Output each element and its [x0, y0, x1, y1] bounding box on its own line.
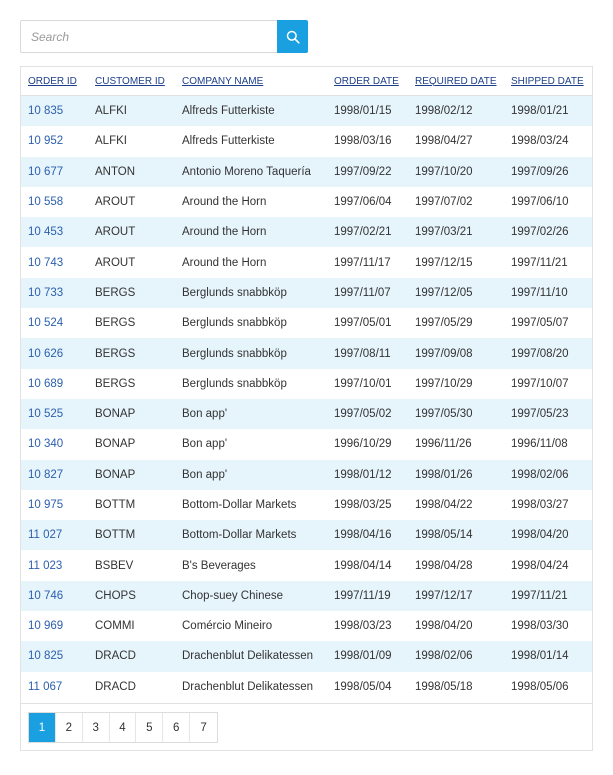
required-date-cell: 1998/04/20	[415, 620, 473, 633]
table-row[interactable]	[21, 520, 592, 550]
order-date-cell: 1996/10/29	[334, 438, 392, 451]
order-id-cell: 11 067	[28, 680, 63, 693]
order-id-cell: 10 825	[28, 650, 64, 663]
order-date-cell: 1998/01/09	[334, 650, 392, 663]
shipped-date-cell: 1997/09/26	[511, 165, 569, 178]
shipped-date-cell: 1997/05/07	[511, 317, 569, 330]
customer-id-cell: ALFKI	[95, 135, 127, 148]
column-header-customer-id[interactable]: CUSTOMER ID	[95, 75, 165, 87]
table-row[interactable]	[21, 217, 592, 247]
order-date-cell: 1997/08/11	[334, 347, 391, 360]
grid-body	[21, 96, 592, 702]
order-id-cell: 10 626	[28, 347, 64, 360]
company-name-cell: Comércio Mineiro	[182, 620, 273, 633]
customer-id-cell: ANTON	[95, 165, 136, 178]
company-name-cell: B's Beverages	[182, 559, 256, 572]
required-date-cell: 1997/10/20	[415, 165, 473, 178]
company-name-cell: Bon app'	[182, 468, 228, 481]
required-date-cell: 1997/10/29	[415, 377, 473, 390]
shipped-date-cell: 1997/08/20	[511, 347, 569, 360]
order-date-cell: 1998/05/04	[334, 680, 392, 693]
customer-id-cell: BOTTM	[95, 499, 136, 511]
shipped-date-cell: 1998/03/27	[511, 499, 569, 511]
required-date-cell: 1998/02/06	[415, 650, 473, 663]
customer-id-cell: CHOPS	[95, 589, 136, 602]
company-name-cell: Drachenblut Delikatessen	[182, 680, 314, 693]
orders-grid	[20, 66, 593, 751]
column-header-order-id[interactable]: ORDER ID	[28, 75, 77, 87]
order-id-cell: 10 835	[28, 105, 64, 118]
company-name-cell: Berglunds snabbköp	[182, 377, 287, 390]
table-row[interactable]	[21, 278, 592, 308]
page-button-5[interactable]: 5	[136, 713, 163, 742]
order-date-cell: 1998/04/14	[334, 559, 392, 572]
order-id-cell: 10 558	[28, 196, 64, 209]
company-name-cell: Around the Horn	[182, 196, 267, 209]
required-date-cell: 1998/02/12	[415, 105, 473, 118]
order-date-cell: 1997/02/21	[334, 226, 392, 239]
required-date-cell: 1997/12/17	[415, 589, 473, 602]
required-date-cell: 1998/04/27	[415, 135, 473, 148]
company-name-cell: Bon app'	[182, 408, 228, 421]
table-row[interactable]	[21, 581, 592, 611]
customer-id-cell: AROUT	[95, 196, 136, 209]
customer-id-cell: AROUT	[95, 256, 136, 269]
shipped-date-cell: 1996/11/08	[511, 438, 568, 451]
required-date-cell: 1997/09/08	[415, 347, 473, 360]
customer-id-cell: BONAP	[95, 438, 136, 451]
order-date-cell: 1998/01/15	[334, 105, 392, 118]
table-row[interactable]	[21, 641, 592, 671]
order-id-cell: 11 023	[28, 559, 63, 572]
required-date-cell: 1997/03/21	[415, 226, 473, 239]
search-input[interactable]	[20, 20, 277, 53]
table-row[interactable]	[21, 338, 592, 368]
page-button-6[interactable]: 6	[163, 713, 190, 742]
table-row[interactable]	[21, 308, 592, 338]
search-icon	[286, 30, 300, 44]
shipped-date-cell: 1998/01/21	[511, 105, 569, 118]
customer-id-cell: AROUT	[95, 226, 136, 239]
customer-id-cell: BONAP	[95, 408, 136, 421]
order-id-cell: 10 743	[28, 256, 64, 269]
order-id-cell: 10 733	[28, 286, 64, 299]
order-id-cell: 10 453	[28, 226, 64, 239]
table-row[interactable]	[21, 611, 592, 641]
search-bar	[20, 20, 308, 53]
page-button-2[interactable]: 2	[56, 713, 83, 742]
shipped-date-cell: 1997/10/07	[511, 377, 569, 390]
customer-id-cell: ALFKI	[95, 105, 127, 118]
required-date-cell: 1997/12/15	[415, 256, 473, 269]
order-date-cell: 1998/03/25	[334, 499, 392, 511]
page-button-3[interactable]: 3	[83, 713, 110, 742]
grid-header	[21, 67, 592, 96]
customer-id-cell: BOTTM	[95, 529, 136, 542]
company-name-cell: Berglunds snabbköp	[182, 286, 287, 299]
shipped-date-cell: 1997/11/10	[511, 286, 568, 299]
company-name-cell: Chop-suey Chinese	[182, 589, 284, 602]
company-name-cell: Bon app'	[182, 438, 228, 451]
shipped-date-cell: 1997/05/23	[511, 408, 569, 421]
page-button-7[interactable]: 7	[200, 721, 207, 734]
required-date-cell: 1998/04/28	[415, 559, 473, 572]
company-name-cell: Bottom-Dollar Markets	[182, 499, 297, 511]
order-date-cell: 1997/06/04	[334, 196, 392, 209]
required-date-cell: 1997/07/02	[415, 196, 473, 209]
required-date-cell: 1997/12/05	[415, 286, 473, 299]
order-id-cell: 10 827	[28, 468, 64, 481]
company-name-cell: Around the Horn	[182, 256, 267, 269]
order-date-cell: 1998/01/12	[334, 468, 392, 481]
shipped-date-cell: 1997/11/21	[511, 589, 568, 602]
page-button-4[interactable]: 4	[110, 713, 137, 742]
table-row[interactable]	[21, 399, 592, 429]
customer-id-cell: DRACD	[95, 680, 136, 693]
order-id-cell: 10 969	[28, 620, 64, 633]
table-row[interactable]	[21, 460, 592, 490]
order-id-cell: 10 340	[28, 438, 64, 451]
shipped-date-cell: 1998/04/20	[511, 529, 569, 542]
order-id-cell: 11 027	[28, 529, 63, 542]
required-date-cell: 1997/05/29	[415, 317, 473, 330]
table-row[interactable]	[21, 126, 592, 156]
order-id-cell: 10 525	[28, 408, 64, 421]
customer-id-cell: BERGS	[95, 377, 136, 390]
required-date-cell: 1998/01/26	[415, 468, 473, 481]
shipped-date-cell: 1998/01/14	[511, 650, 569, 663]
table-row[interactable]	[21, 187, 592, 217]
shipped-date-cell: 1997/06/10	[511, 196, 569, 209]
customer-id-cell: COMMI	[95, 620, 135, 633]
customer-id-cell: BERGS	[95, 317, 136, 330]
order-date-cell: 1998/04/16	[334, 529, 392, 542]
company-name-cell: Antonio Moreno Taquería	[182, 165, 311, 178]
order-date-cell: 1998/03/23	[334, 620, 392, 633]
table-row[interactable]	[21, 490, 592, 520]
required-date-cell: 1998/05/18	[415, 680, 473, 693]
column-header-shipped-date[interactable]: SHIPPED DATE	[511, 75, 584, 87]
required-date-cell: 1996/11/26	[415, 438, 472, 451]
shipped-date-cell: 1997/02/26	[511, 226, 569, 239]
search-button[interactable]	[277, 20, 308, 53]
table-row[interactable]	[21, 96, 592, 126]
company-name-cell: Alfreds Futterkiste	[182, 105, 275, 118]
column-header-required-date[interactable]: REQUIRED DATE	[415, 75, 497, 87]
order-id-cell: 10 746	[28, 589, 64, 602]
pager	[21, 703, 592, 751]
required-date-cell: 1998/04/22	[415, 499, 473, 511]
table-row[interactable]	[21, 247, 592, 277]
customer-id-cell: DRACD	[95, 650, 136, 663]
order-date-cell: 1997/11/19	[334, 589, 391, 602]
shipped-date-cell: 1998/03/24	[511, 135, 569, 148]
order-date-cell: 1997/05/02	[334, 408, 392, 421]
shipped-date-cell: 1998/05/06	[511, 680, 569, 693]
order-date-cell: 1997/11/17	[334, 256, 391, 269]
required-date-cell: 1997/05/30	[415, 408, 473, 421]
company-name-cell: Drachenblut Delikatessen	[182, 650, 314, 663]
shipped-date-cell: 1998/02/06	[511, 468, 569, 481]
customer-id-cell: BONAP	[95, 468, 136, 481]
shipped-date-cell: 1998/04/24	[511, 559, 569, 572]
order-id-cell: 10 677	[28, 165, 64, 178]
order-id-cell: 10 689	[28, 377, 64, 390]
table-row[interactable]	[21, 157, 592, 187]
customer-id-cell: BSBEV	[95, 559, 134, 572]
column-header-order-date[interactable]: ORDER DATE	[334, 75, 399, 87]
company-name-cell: Bottom-Dollar Markets	[182, 529, 297, 542]
order-date-cell: 1997/09/22	[334, 165, 392, 178]
table-row[interactable]	[21, 550, 592, 580]
table-row[interactable]	[21, 429, 592, 459]
shipped-date-cell: 1997/11/21	[511, 256, 568, 269]
company-name-cell: Berglunds snabbköp	[182, 317, 287, 330]
shipped-date-cell: 1998/03/30	[511, 620, 569, 633]
order-id-cell: 10 975	[28, 499, 64, 511]
company-name-cell: Alfreds Futterkiste	[182, 135, 275, 148]
company-name-cell: Around the Horn	[182, 226, 267, 239]
order-id-cell: 10 952	[28, 135, 64, 148]
order-date-cell: 1997/05/01	[334, 317, 392, 330]
column-header-company-name[interactable]: COMPANY NAME	[182, 75, 264, 87]
customer-id-cell: BERGS	[95, 347, 136, 360]
required-date-cell: 1998/05/14	[415, 529, 473, 542]
table-row[interactable]	[21, 672, 592, 702]
order-date-cell: 1997/10/01	[334, 377, 392, 390]
company-name-cell: Berglunds snabbköp	[182, 347, 287, 360]
page-button-1[interactable]: 1	[29, 713, 56, 742]
order-id-cell: 10 524	[28, 317, 64, 330]
order-date-cell: 1997/11/07	[334, 286, 391, 299]
order-date-cell: 1998/03/16	[334, 135, 392, 148]
pager-pages	[28, 712, 218, 743]
customer-id-cell: BERGS	[95, 286, 136, 299]
table-row[interactable]	[21, 369, 592, 399]
